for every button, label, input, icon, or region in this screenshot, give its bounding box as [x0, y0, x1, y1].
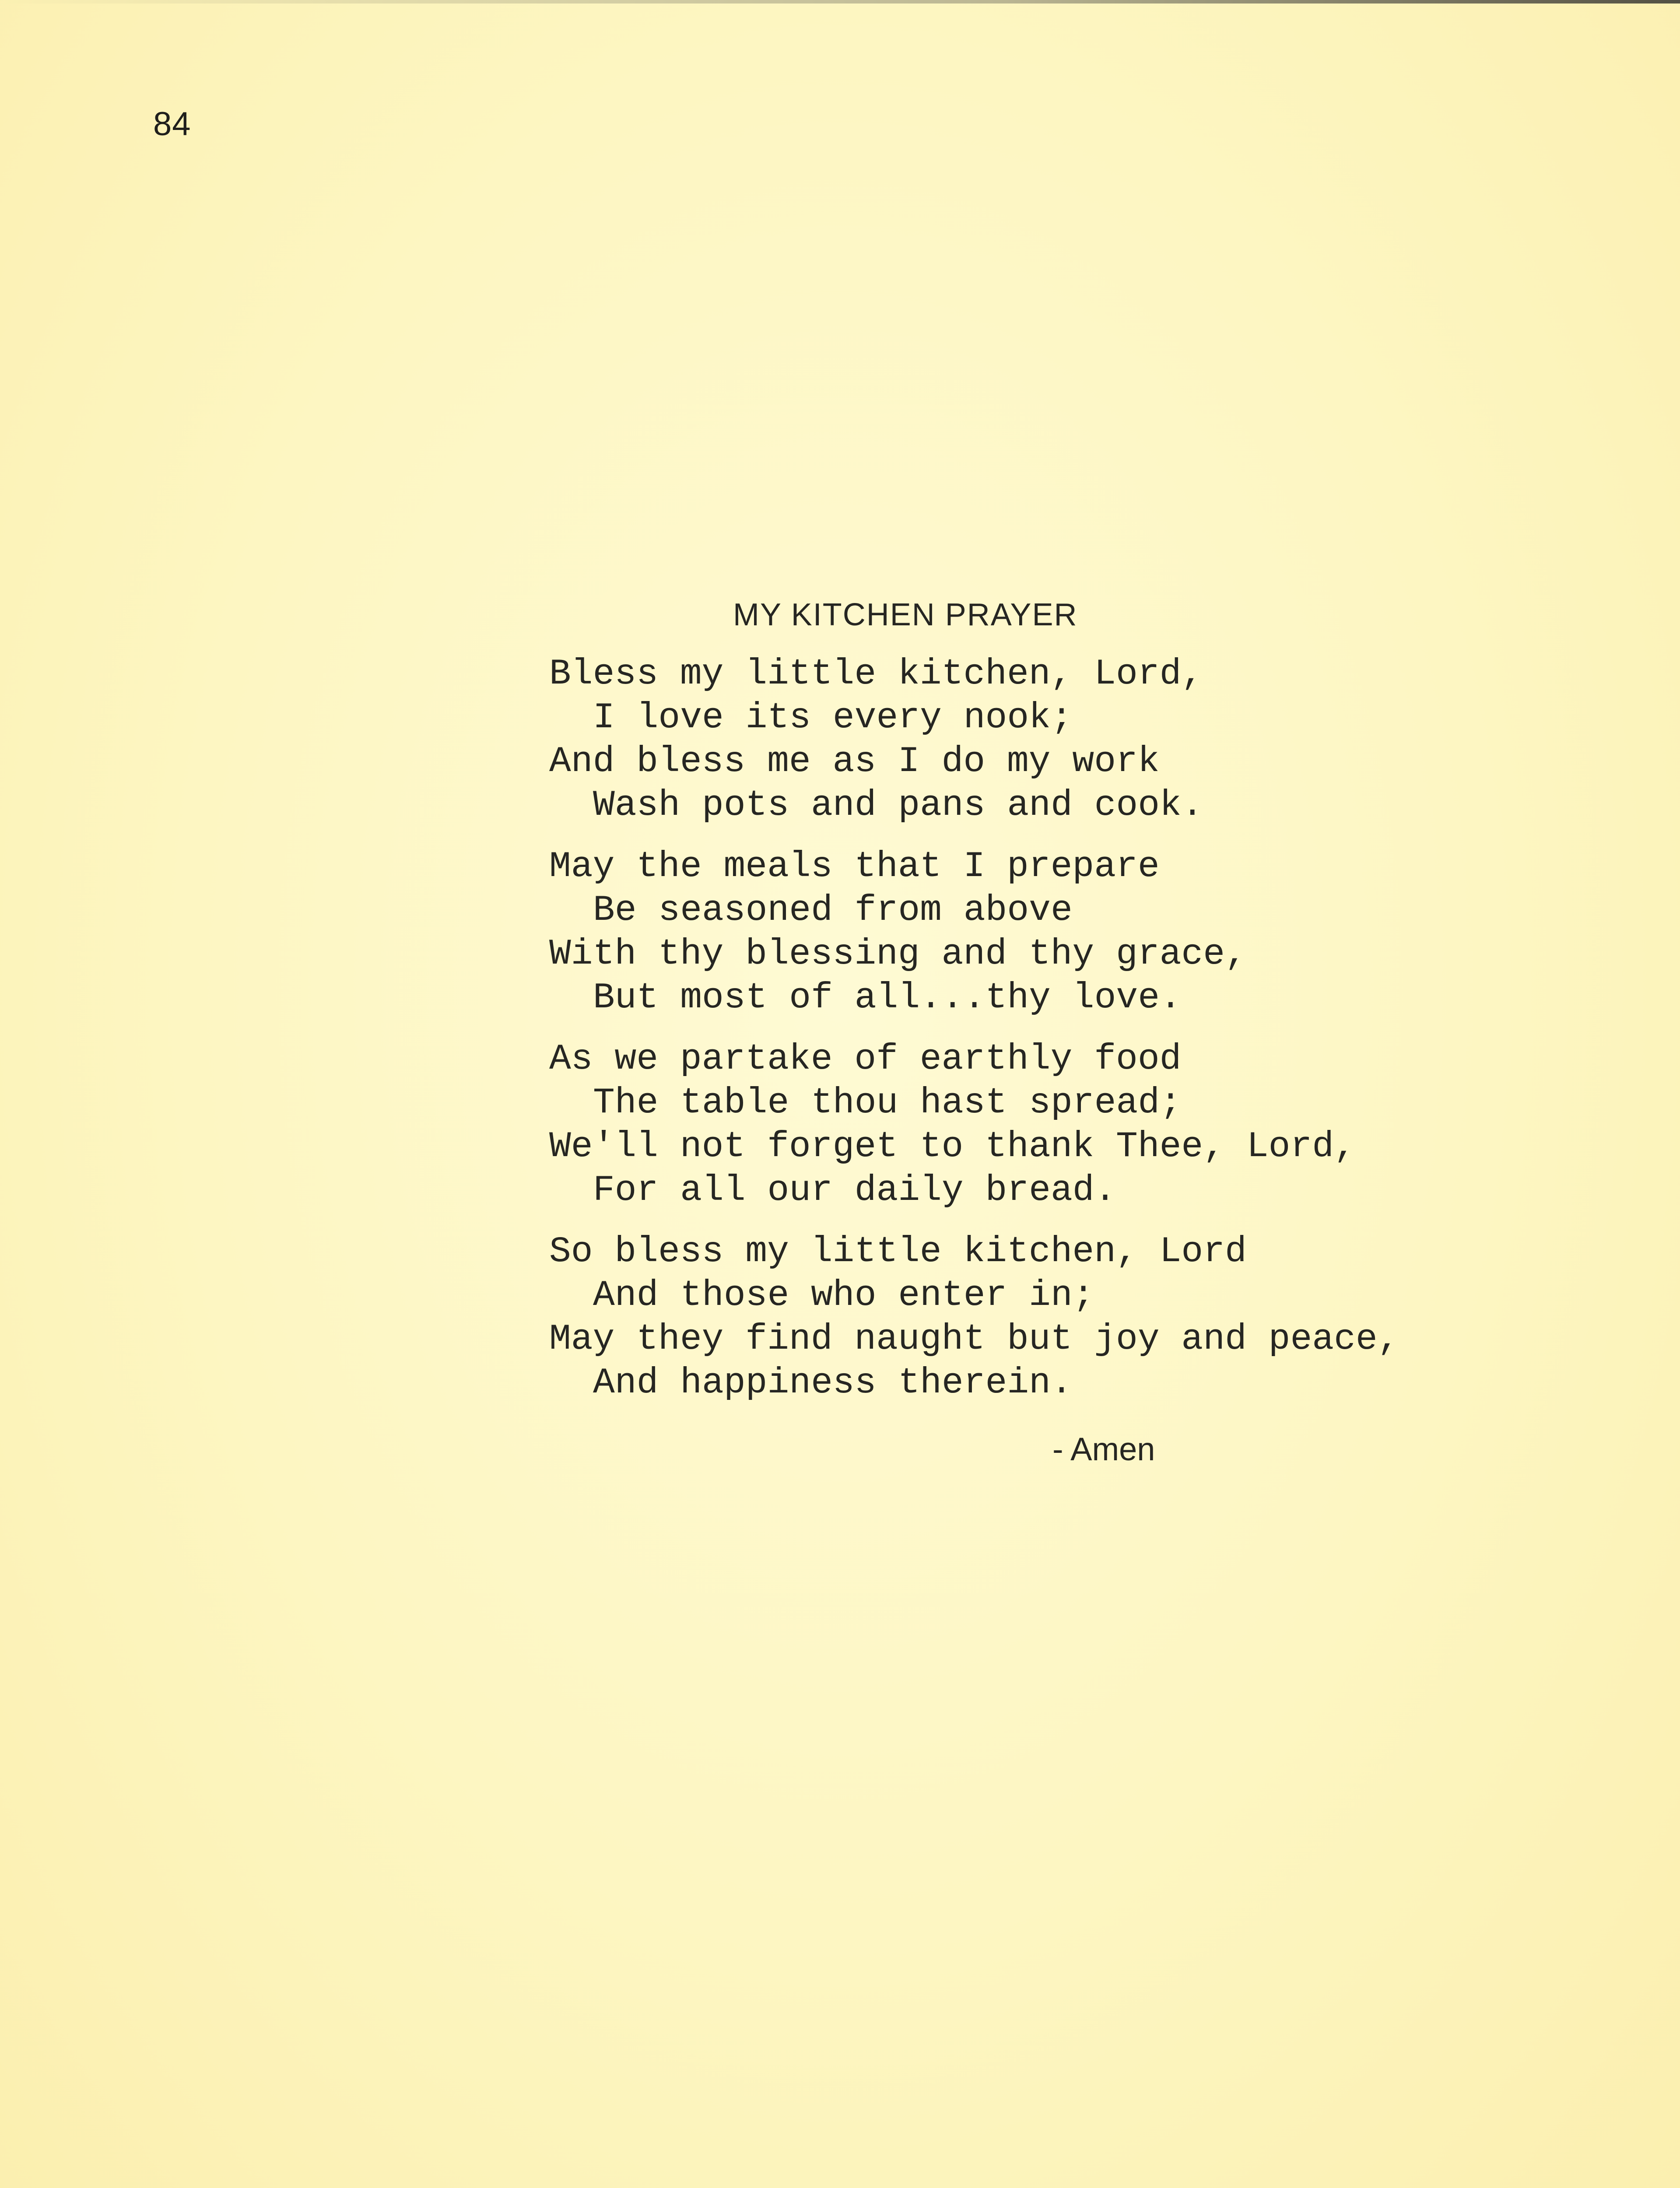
stanza-2 [549, 845, 1599, 1020]
stanza-1 [549, 652, 1599, 827]
poem-signoff: - Amen [1052, 1431, 1155, 1467]
poem [549, 595, 1599, 1471]
poem-title: MY KITCHEN PRAYER [733, 597, 1078, 632]
stanza-4 [549, 1230, 1599, 1405]
poem-line: Be seasoned from above [593, 890, 1073, 931]
poem-line: Bless my little kitchen, Lord, [549, 653, 1203, 694]
poem-line: Wash pots and pans and cook. [593, 785, 1203, 826]
poem-line: But most of all...thy love. [593, 977, 1182, 1018]
poem-line: With thy blessing and thy grace, [549, 933, 1247, 975]
poem-line: And bless me as I do my work [549, 741, 1160, 782]
stanza-3 [549, 1037, 1599, 1212]
poem-line: And those who enter in; [593, 1275, 1094, 1316]
poem-line: For all our daily bread. [593, 1170, 1116, 1211]
poem-line: We'll not forget to thank Thee, Lord, [549, 1126, 1356, 1167]
poem-line: And happiness therein. [593, 1362, 1073, 1403]
page-number: 84 [153, 105, 191, 143]
poem-line: So bless my little kitchen, Lord [549, 1231, 1247, 1272]
poem-line: I love its every nook; [593, 697, 1073, 738]
page-top-edge [0, 0, 1680, 4]
poem-line: As we partake of earthly food [549, 1038, 1182, 1080]
poem-line: May the meals that I prepare [549, 846, 1160, 887]
poem-line: May they find naught but joy and peace, [549, 1318, 1399, 1360]
poem-line: The table thou hast spread; [593, 1082, 1182, 1123]
